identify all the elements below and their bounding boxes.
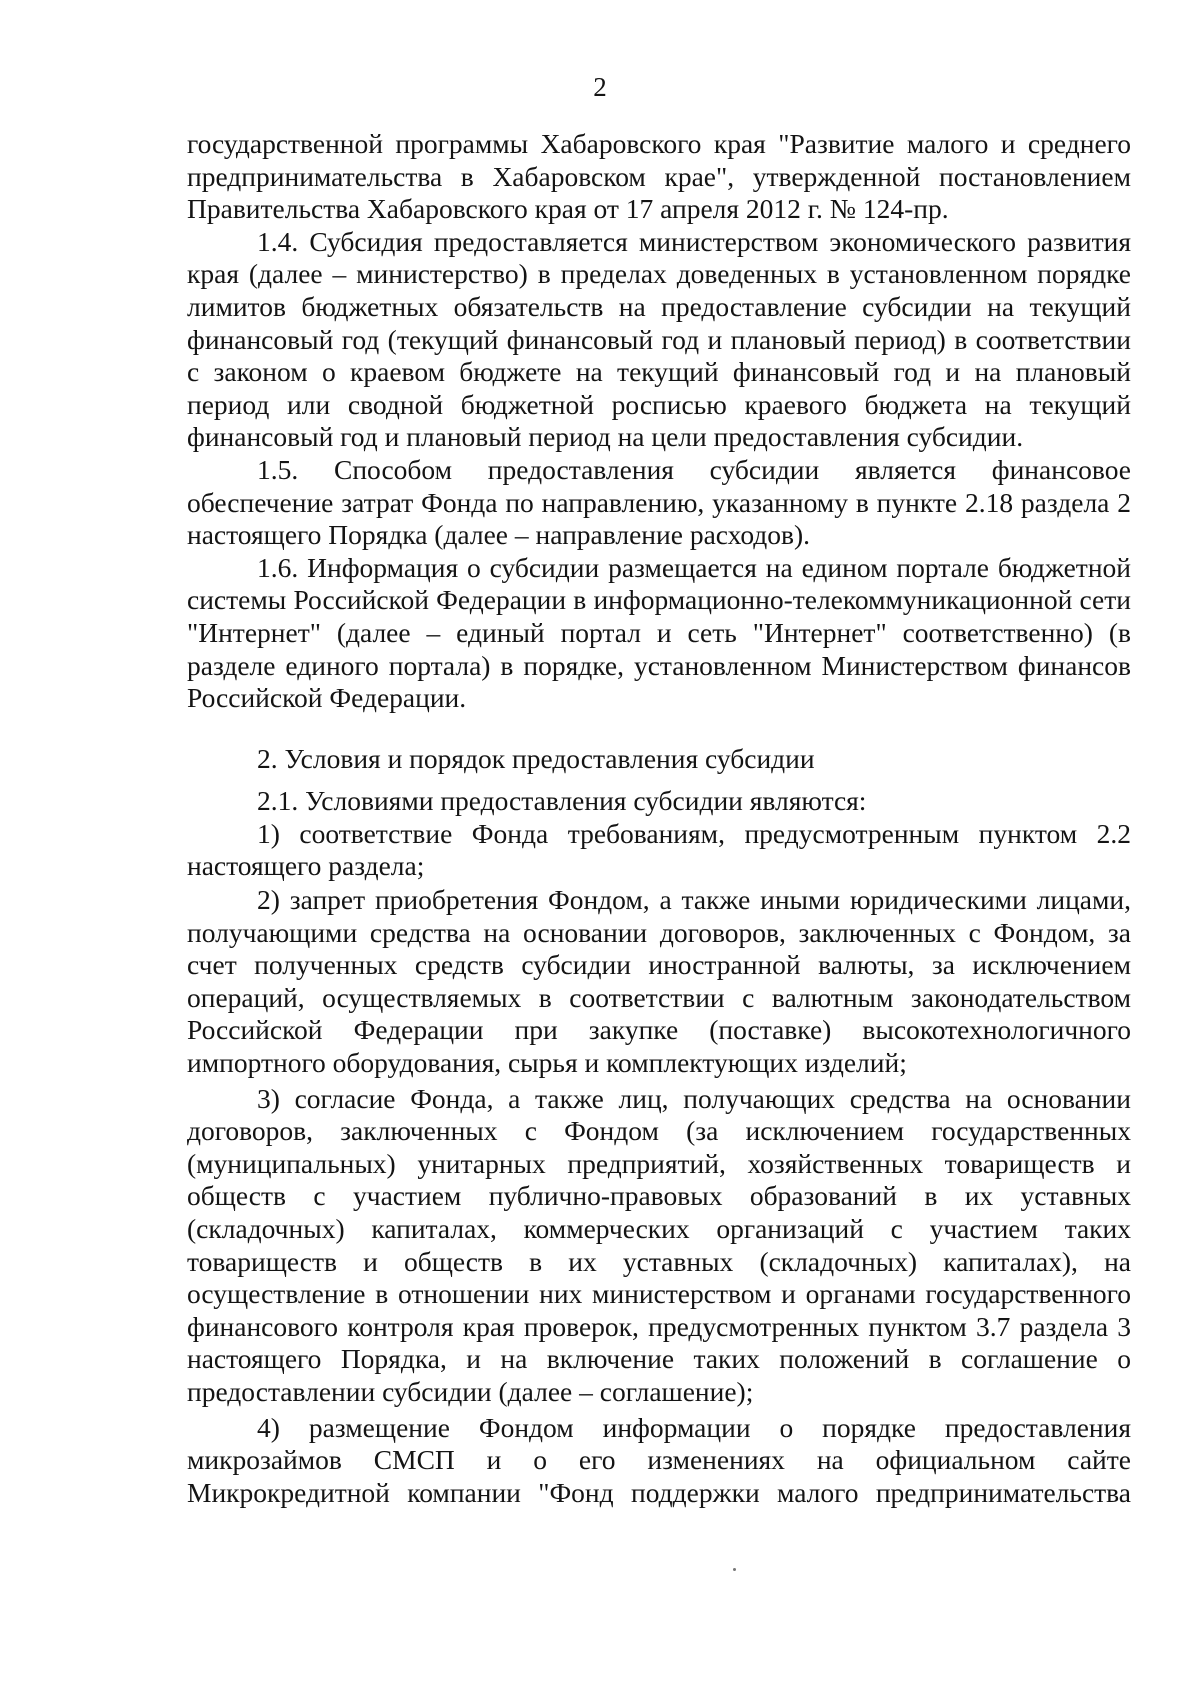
condition-item-1: 1) соответствие Фонда требованиям, предусмотренным пунктом 2.2 настоящего раздела; bbox=[187, 817, 1131, 882]
condition-item-4: 4) размещение Фондом информации о порядке предоставления микрозаймов СМСП и о его изменениях на официальном сайте Микрокредитной компании "Фонд поддержки малого предпринимательства bbox=[187, 1411, 1131, 1508]
paragraph-1-6: 1.6. Информация о субсидии размещается на едином портале бюджетной системы Российской Федерации в информационно-телекоммуникационной сети "Интернет" (далее – единый портал и сеть "Интернет" соответственно) (в разделе единого портала) в порядке, установленном Министерством финансов Российской Федерации. bbox=[187, 551, 1131, 714]
page-number: 2 bbox=[593, 72, 607, 102]
paragraph-1-4: 1.4. Субсидия предоставляется министерством экономического развития края (далее – министерство) в пределах доведенных в установленном порядке лимитов бюджетных обязательств на предоставление субсидии на текущий финансовый год (текущий финансовый год и плановый период) в соответствии с законом о краевом бюджете на текущий финансовый год и на плановый период или сводной бюджетной росписью краевого бюджета на текущий финансовый год и плановый период на цели предоставления субсидии. bbox=[187, 225, 1131, 453]
condition-item-3: 3) согласие Фонда, а также лиц, получающих средства на основании договоров, заключенных с Фондом (за исключением государственных (муниципальных) унитарных предприятий, хозяйственных товариществ и обществ с участием публично-правовых образований в их уставных (складочных) капиталах, коммерческих организаций с участием таких товариществ и обществ в их уставных (складочных) капиталах), на осуществление в отношении них министерством и органами государственного финансового контроля края проверок, предусмотренных пунктом 3.7 раздела 3 настоящего Порядка, и на включение таких положений в соглашение о предоставлении субсидии (далее – соглашение); bbox=[187, 1082, 1131, 1407]
paragraph-1-5: 1.5. Способом предоставления субсидии является финансовое обеспечение затрат Фонда по направлению, указанному в пункте 2.18 раздела 2 настоящего Порядка (далее – направление расходов). bbox=[187, 453, 1131, 551]
paragraph-program-continuation: государственной программы Хабаровского края "Развитие малого и среднего предпринимательства в Хабаровском крае", утвержденной постановлением Правительства Хабаровского края от 17 апреля 2012 г. № 124-пр. bbox=[187, 128, 1131, 225]
section-2-heading: 2. Условия и порядок предоставления субсидии bbox=[257, 742, 815, 774]
document-body bbox=[187, 128, 1131, 1509]
condition-item-2: 2) запрет приобретения Фондом, а также иными юридическими лицами, получающими средства на основании договоров, заключенных с Фондом, за счет полученных средств субсидии иностранной валюты, за исключением операций, осуществляемых в соответствии с валютным законодательством Российской Федерации при закупке (поставке) высокотехнологичного импортного оборудования, сырья и комплектующих изделий; bbox=[187, 884, 1131, 1079]
scan-artifact-dot bbox=[733, 1568, 736, 1571]
paragraph-2-1: 2.1. Условиями предоставления субсидии являются: bbox=[257, 785, 867, 817]
